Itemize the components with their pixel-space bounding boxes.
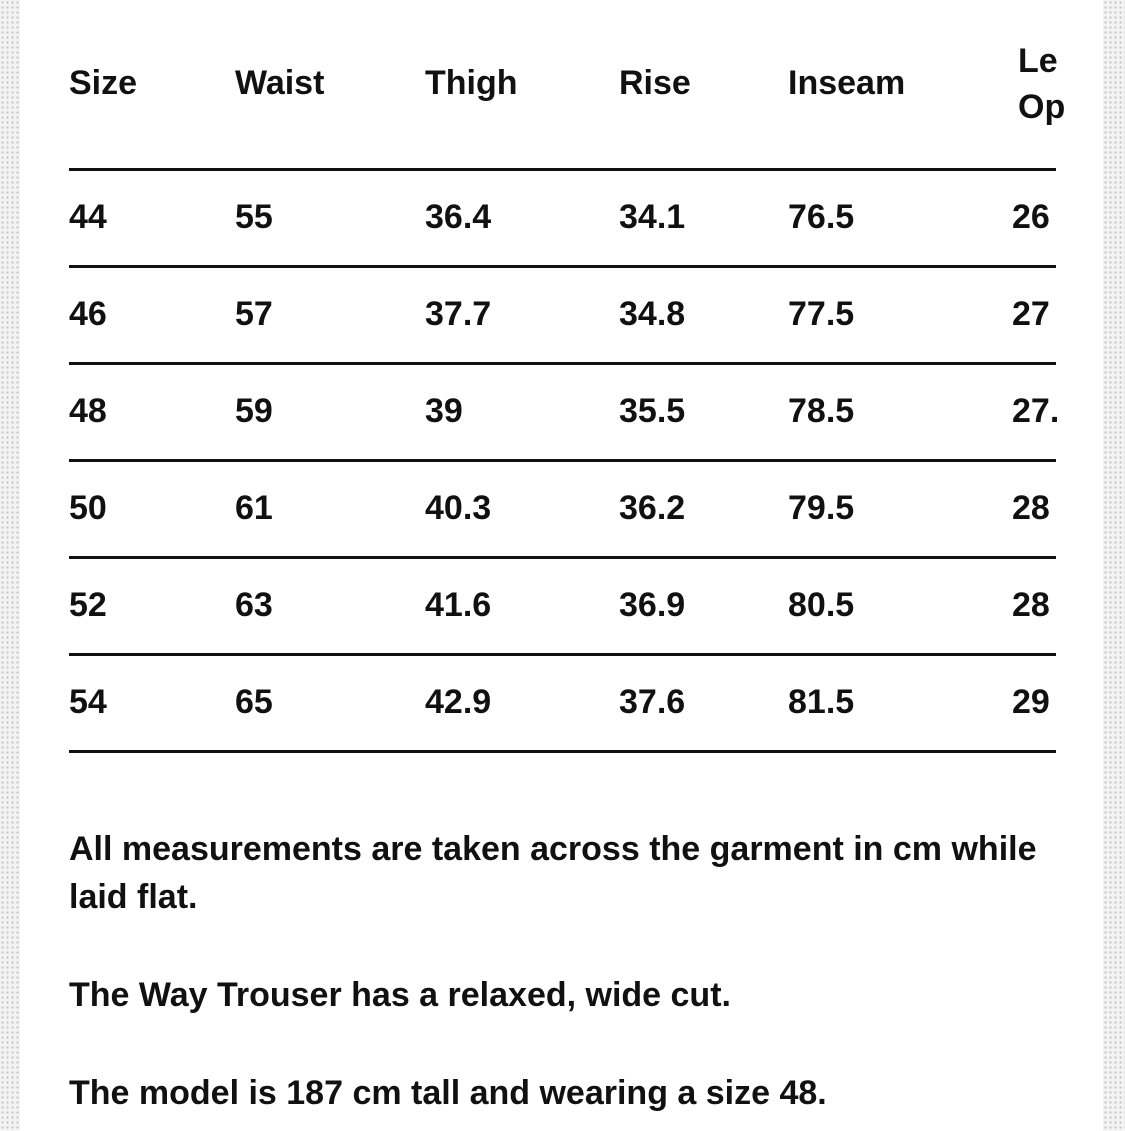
table-header-row <box>69 0 1056 169</box>
cell-thigh: 40.3 <box>425 460 619 557</box>
cell-rise: 35.5 <box>619 363 788 460</box>
cell-leg-opening-value: 28 <box>1012 489 1050 527</box>
cell-leg-opening <box>998 266 1056 363</box>
model-note: The model is 187 cm tall and wearing a size 48. <box>69 1074 827 1112</box>
column-header-leg-opening <box>998 0 1066 169</box>
cell-rise: 37.6 <box>619 654 788 751</box>
cell-size: 52 <box>69 557 235 654</box>
table-row <box>69 169 1056 266</box>
size-chart-body <box>69 169 1060 751</box>
cell-waist: 57 <box>235 266 425 363</box>
cell-thigh: 36.4 <box>425 169 619 266</box>
cell-inseam: 79.5 <box>788 460 998 557</box>
cell-leg-opening <box>998 654 1056 751</box>
cell-leg-opening-value: 26 <box>1012 198 1050 236</box>
left-dotted-gutter <box>0 0 20 1131</box>
cell-rise: 34.8 <box>619 266 788 363</box>
table-row <box>69 363 1056 460</box>
column-header-waist: Waist <box>235 0 425 169</box>
column-header-thigh: Thigh <box>425 0 619 169</box>
cell-leg-opening-value: 29 <box>1012 683 1050 721</box>
cell-inseam: 77.5 <box>788 266 998 363</box>
cell-waist: 55 <box>235 169 425 266</box>
table-row <box>69 654 1056 751</box>
measurement-note: All measurements are taken across the garment in cm while laid flat. <box>69 830 1037 916</box>
cell-rise: 36.2 <box>619 460 788 557</box>
column-header-leg-opening-line-1: Le <box>1018 41 1058 80</box>
cell-inseam: 76.5 <box>788 169 998 266</box>
size-chart-table <box>69 0 1066 753</box>
cell-size: 44 <box>69 169 235 266</box>
cell-thigh: 42.9 <box>425 654 619 751</box>
cell-size: 46 <box>69 266 235 363</box>
cut-note: The Way Trouser has a relaxed, wide cut. <box>69 976 731 1014</box>
cell-thigh: 41.6 <box>425 557 619 654</box>
cell-size: 50 <box>69 460 235 557</box>
cell-waist: 59 <box>235 363 425 460</box>
cell-inseam: 80.5 <box>788 557 998 654</box>
cell-leg-opening-value: 28 <box>1012 586 1050 624</box>
cell-leg-opening <box>998 363 1060 460</box>
cell-size: 54 <box>69 654 235 751</box>
cell-leg-opening <box>998 460 1056 557</box>
cell-thigh: 39 <box>425 363 619 460</box>
cell-size: 48 <box>69 363 235 460</box>
column-header-leg-opening-line-2: Op <box>1018 87 1066 126</box>
cell-rise: 34.1 <box>619 169 788 266</box>
cell-leg-opening-value: 27. <box>1012 392 1060 430</box>
column-header-size: Size <box>69 0 235 169</box>
table-row <box>69 266 1056 363</box>
cell-leg-opening-value: 27 <box>1012 295 1050 333</box>
cell-rise: 36.9 <box>619 557 788 654</box>
table-row <box>69 557 1056 654</box>
cell-inseam: 81.5 <box>788 654 998 751</box>
cell-waist: 63 <box>235 557 425 654</box>
cell-waist: 65 <box>235 654 425 751</box>
right-scrollbar-track[interactable] <box>1103 0 1125 1131</box>
size-guide-panel <box>20 0 1103 1131</box>
table-row <box>69 460 1056 557</box>
column-header-rise: Rise <box>619 0 788 169</box>
column-header-inseam: Inseam <box>788 0 998 169</box>
cell-leg-opening <box>998 169 1056 266</box>
cell-thigh: 37.7 <box>425 266 619 363</box>
cell-leg-opening <box>998 557 1056 654</box>
size-notes <box>69 825 1039 1117</box>
cell-waist: 61 <box>235 460 425 557</box>
cell-inseam: 78.5 <box>788 363 998 460</box>
